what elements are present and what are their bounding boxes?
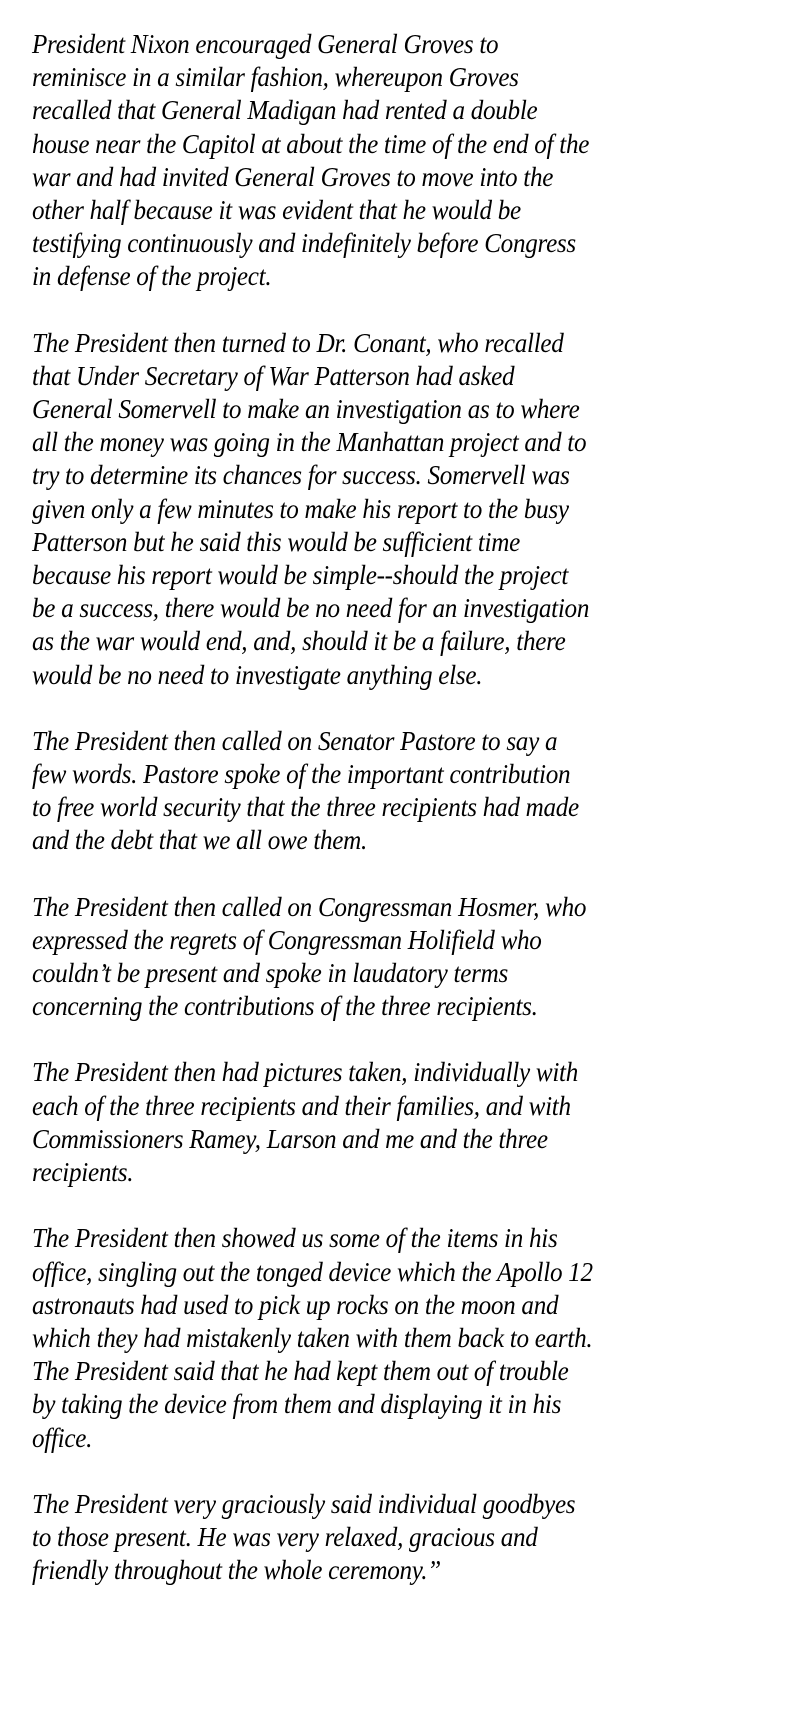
text-line: by taking the device from them and displaying it in his	[32, 1389, 562, 1420]
text-line: couldn’t be present and spoke in laudatory terms	[32, 958, 508, 989]
text-line: friendly throughout the whole ceremony.”	[32, 1555, 441, 1586]
text-line: astronauts had used to pick up rocks on the moon and	[32, 1289, 559, 1320]
paragraph-3	[32, 725, 782, 858]
text-line: Commissioners Ramey, Larson and me and the three	[32, 1123, 548, 1154]
text-line: war and had invited General Groves to move into the	[32, 161, 554, 192]
text-line: The President then called on Senator Pastore to say a	[32, 725, 558, 756]
text-line: The President then called on Congressman Hosmer, who	[32, 891, 587, 922]
text-line: recalled that General Madigan had rented a double	[32, 95, 538, 126]
text-line: each of the three recipients and their families, and with	[32, 1090, 571, 1121]
text-line: be a success, there would be no need for an investigation	[32, 593, 590, 624]
text-line: The President said that he had kept them out of trouble	[32, 1356, 569, 1387]
text-line: office.	[32, 1422, 93, 1453]
text-line: General Somervell to make an investigation as to where	[32, 394, 580, 425]
text-line: concerning the contributions of the three recipients.	[32, 991, 538, 1022]
text-line: few words. Pastore spoke of the important contribution	[32, 759, 571, 790]
text-line: other half because it was evident that he would be	[32, 195, 521, 226]
text-line: given only a few minutes to make his report to the busy	[32, 493, 569, 524]
text-line: President Nixon encouraged General Groves to	[32, 29, 499, 59]
text-line: to free world security that the three recipients had made	[32, 792, 579, 823]
text-line: The President very graciously said individual goodbyes	[32, 1488, 576, 1519]
text-line: as the war would end, and, should it be a failure, there	[32, 626, 566, 657]
paragraph-5	[32, 1056, 782, 1189]
text-line: testifying continuously and indefinitely before Congress	[32, 228, 576, 259]
text-line: and the debt that we all owe them.	[32, 825, 368, 856]
paragraph-2	[32, 327, 782, 692]
text-line: that Under Secretary of War Patterson had asked	[32, 360, 515, 391]
text-line: expressed the regrets of Congressman Holifield who	[32, 924, 542, 955]
text-line: house near the Capitol at about the time of the end of the	[32, 128, 590, 159]
text-line: would be no need to investigate anything else.	[32, 659, 483, 690]
text-line: recipients.	[32, 1157, 134, 1188]
paragraph-7	[32, 1488, 782, 1588]
paragraph-4	[32, 891, 782, 1024]
paragraph-1	[32, 28, 782, 294]
text-line: because his report would be simple--should the project	[32, 560, 569, 591]
text-line: in defense of the project.	[32, 261, 272, 292]
text-line: to those present. He was very relaxed, gracious and	[32, 1521, 538, 1552]
text-line: The President then turned to Dr. Conant, who recalled	[32, 327, 564, 358]
text-line: office, singling out the tonged device which the Apollo 12	[32, 1256, 593, 1287]
text-line: try to determine its chances for success. Somervell was	[32, 460, 570, 491]
text-line: Patterson but he said this would be sufficient time	[32, 526, 520, 557]
text-line: all the money was going in the Manhattan project and to	[32, 427, 587, 458]
text-line: The President then had pictures taken, individually with	[32, 1057, 579, 1088]
text-line: reminisce in a similar fashion, whereupon Groves	[32, 62, 519, 93]
document-body	[32, 28, 782, 1620]
text-line: The President then showed us some of the items in his	[32, 1223, 558, 1254]
paragraph-6	[32, 1222, 782, 1454]
text-line: which they had mistakenly taken with them back to earth.	[32, 1322, 593, 1353]
